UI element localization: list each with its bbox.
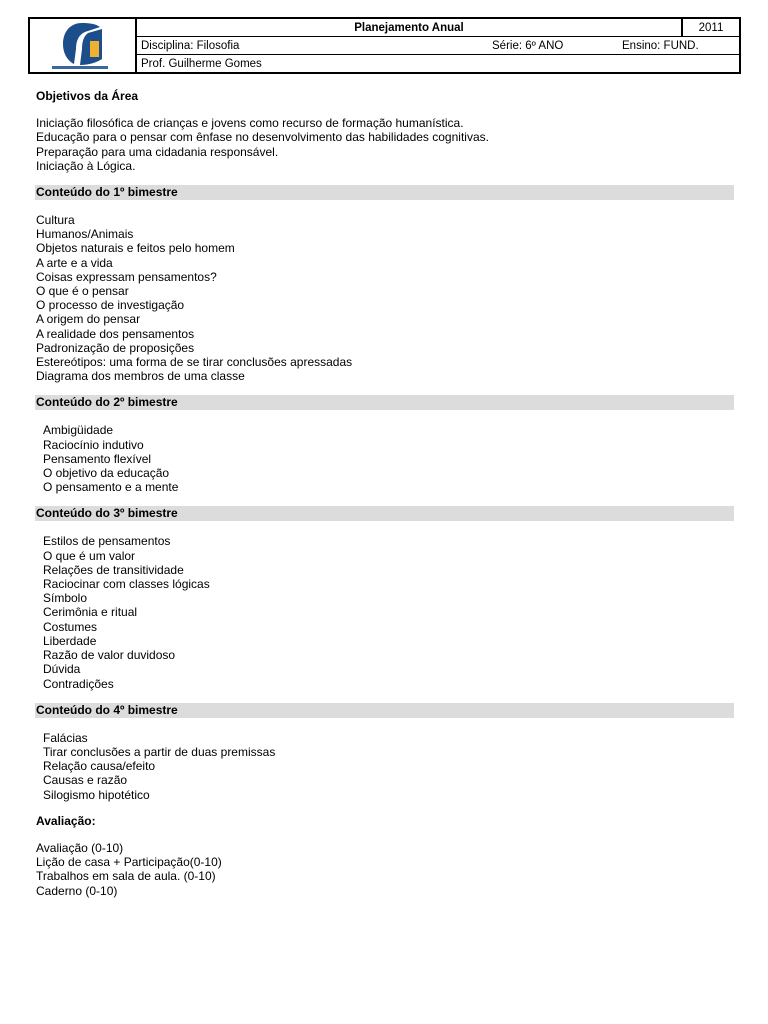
bimester-4-list: [36, 731, 734, 802]
bimester-3-item: Liberdade: [43, 633, 97, 648]
evaluation-item: Avaliação (0-10): [36, 840, 124, 855]
bimester-3-item: Raciocinar com classes lógicas: [43, 577, 210, 592]
bimester-1-item: Coisas expressam pensamentos?: [36, 269, 217, 284]
plan-year: 2011: [681, 19, 739, 36]
bimester-3-item: Estilos de pensamentos: [43, 534, 171, 549]
bimester-1-item: O que é o pensar: [36, 284, 129, 299]
bimester-3-item: Razão de valor duvidoso: [43, 648, 176, 663]
bimester-3-item: Contradições: [43, 676, 114, 691]
bimester-1-item: Humanos/Animais: [36, 227, 134, 242]
bimester-4-item: Tirar conclusões a partir de duas premissas: [43, 744, 276, 759]
document-body: [36, 89, 734, 898]
bimester-1-item: Cultura: [36, 213, 75, 228]
bimester-3-heading: Conteúdo do 3º bimestre: [35, 506, 734, 521]
bimester-2-heading: Conteúdo do 2º bimestre: [35, 395, 734, 410]
plan-title: Planejamento Anual: [354, 21, 464, 34]
bimester-4-item: Causas e razão: [43, 773, 128, 788]
evaluation-list: [36, 841, 734, 898]
evaluation-item: Trabalhos em sala de aula. (0-10): [36, 869, 216, 884]
objectives-heading: Objetivos da Área: [36, 89, 139, 103]
bimester-2-item: Raciocínio indutivo: [43, 437, 144, 452]
bimester-1-heading: Conteúdo do 1º bimestre: [35, 185, 734, 200]
bimester-2-item: Pensamento flexível: [43, 451, 152, 466]
bimester-2-item: O pensamento e a mente: [43, 480, 179, 495]
bimester-3-item: Dúvida: [43, 662, 81, 677]
school-logo: [30, 19, 137, 72]
bimester-3-item: Símbolo: [43, 591, 88, 606]
evaluation-item: Lição de casa + Participação(0-10): [36, 855, 222, 870]
bimester-2-item: O objetivo da educação: [43, 466, 170, 481]
bimester-1-item: A arte e a vida: [36, 255, 113, 270]
bimester-2-item: Ambigüidade: [43, 423, 114, 438]
bimester-3-item: O que é um valor: [43, 548, 136, 563]
bimester-2-list: [36, 423, 734, 494]
evaluation-item: Caderno (0-10): [36, 883, 118, 898]
bimester-1-item: Objetos naturais e feitos pelo homem: [36, 241, 235, 256]
objective-item: Iniciação à Lógica.: [36, 158, 136, 173]
objective-item: Educação para o pensar com ênfase no desenvolvimento das habilidades cognitivas.: [36, 130, 489, 145]
objective-item: Preparação para uma cidadania responsável.: [36, 144, 279, 159]
bimester-4-item: Silogismo hipotético: [43, 787, 150, 802]
bimester-1-item: Estereótipos: uma forma de se tirar conclusões apressadas: [36, 355, 353, 370]
objectives-list: [36, 116, 734, 173]
teaching-level-field: Ensino: FUND.: [622, 39, 699, 52]
bimester-1-item: Padronização de proposições: [36, 340, 195, 355]
bimester-1-item: A origem do pensar: [36, 312, 141, 327]
document-header: [28, 17, 741, 74]
bimester-1-item: O processo de investigação: [36, 298, 185, 313]
bimester-3-list: [36, 534, 734, 690]
bimester-4-item: Falácias: [43, 730, 88, 745]
bimester-1-list: [36, 213, 734, 383]
school-emblem-icon: [30, 19, 130, 72]
bimester-1-item: A realidade dos pensamentos: [36, 326, 195, 341]
bimester-4-heading: Conteúdo do 4º bimestre: [35, 703, 734, 718]
bimester-3-item: Costumes: [43, 619, 98, 634]
bimester-1-item: Diagrama dos membros de uma classe: [36, 369, 245, 384]
evaluation-heading: Avaliação:: [36, 813, 96, 828]
grade-field: Série: 6º ANO: [492, 39, 564, 52]
bimester-3-item: Cerimônia e ritual: [43, 605, 138, 620]
bimester-4-item: Relação causa/efeito: [43, 759, 156, 774]
bimester-3-item: Relações de transitividade: [43, 562, 184, 577]
teacher-field: Prof. Guilherme Gomes: [141, 57, 262, 70]
discipline-field: Disciplina: Filosofia: [141, 39, 240, 52]
objective-item: Iniciação filosófica de crianças e jovens como recurso de formação humanística.: [36, 116, 464, 131]
